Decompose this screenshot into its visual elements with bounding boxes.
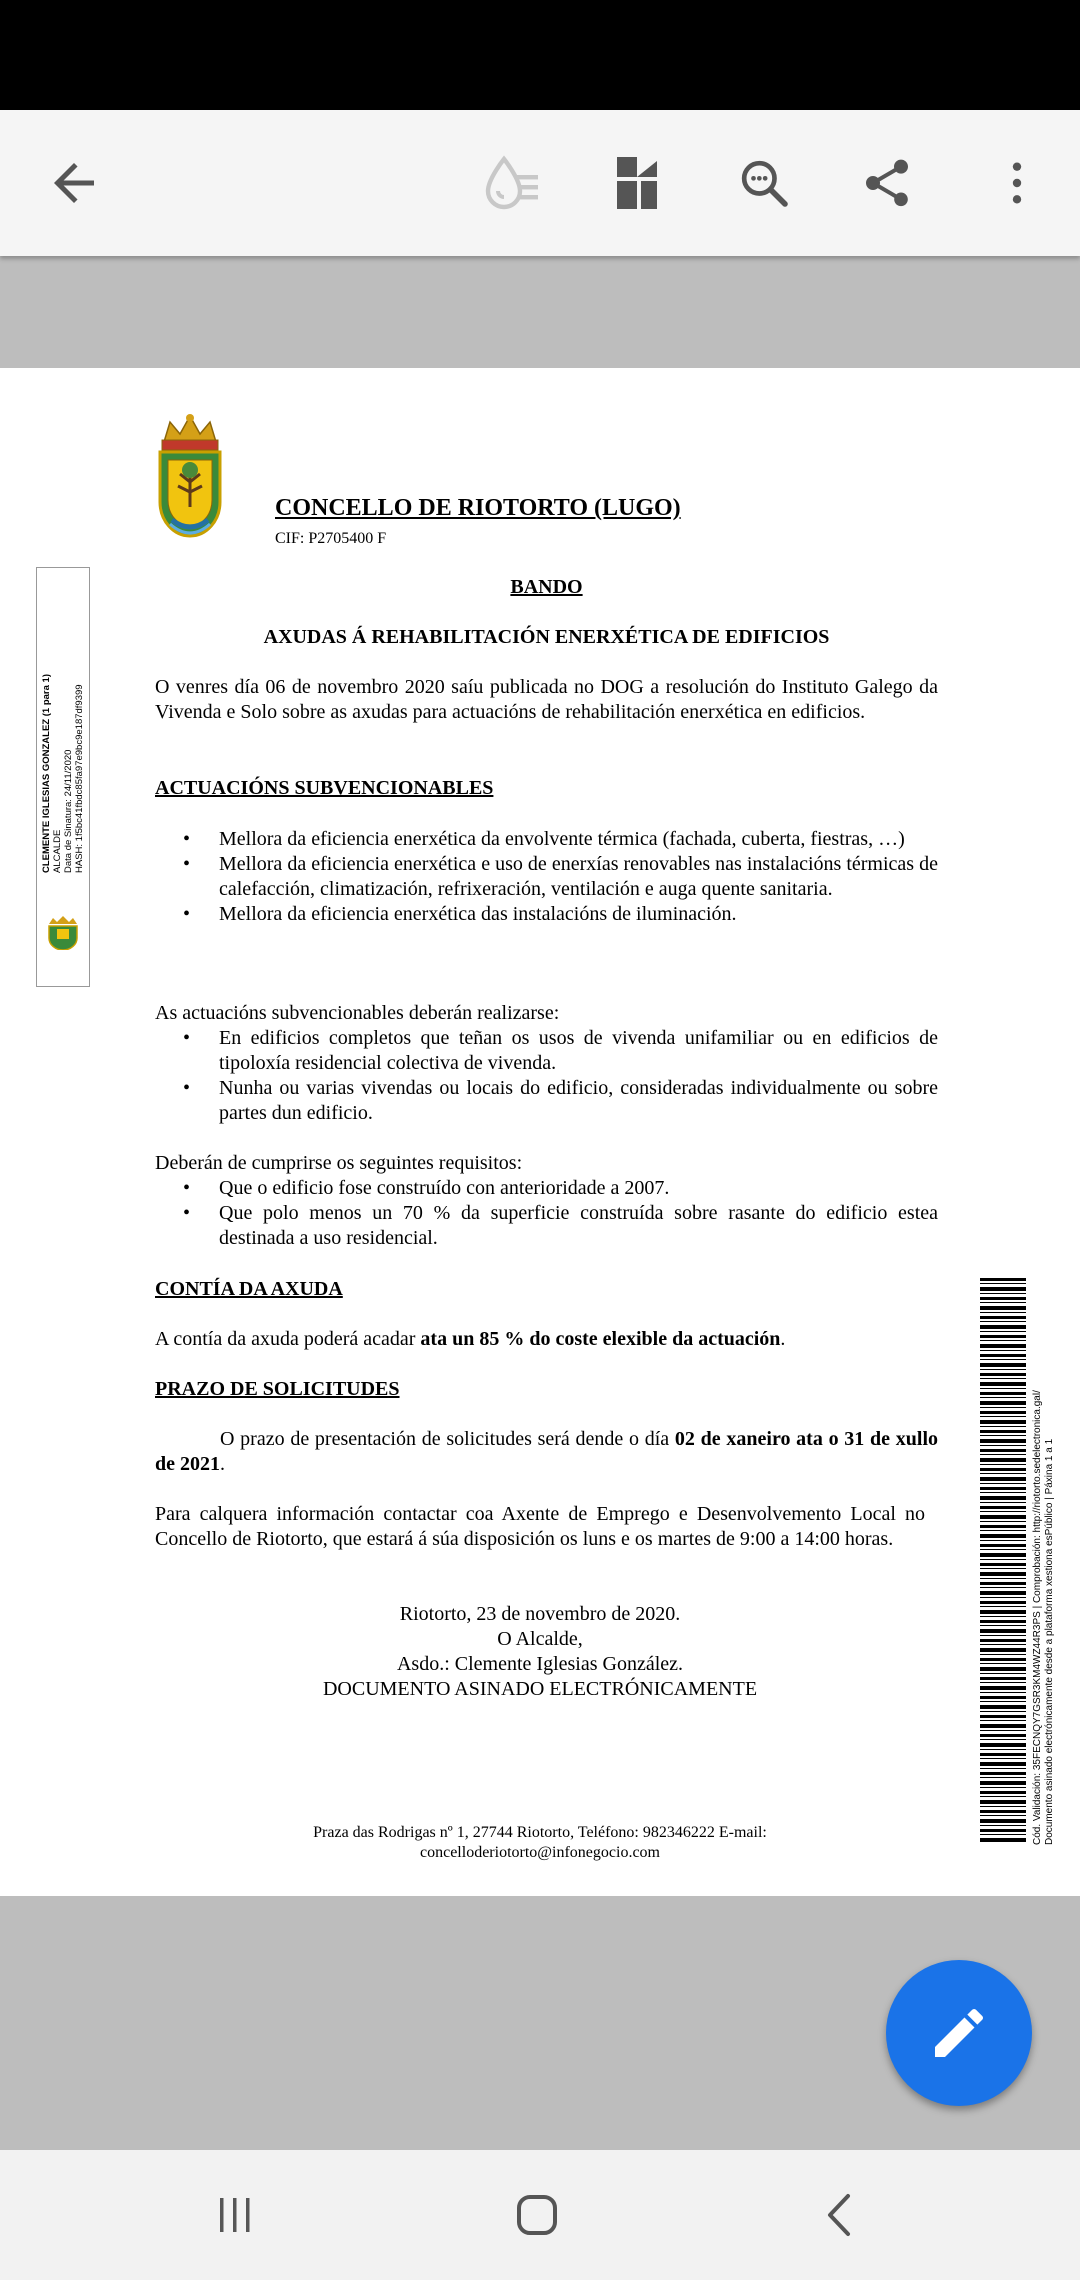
recent-apps-button[interactable] [190,2175,280,2255]
stamp-text [41,573,85,873]
header-cif: CIF: P2705400 F [275,530,387,547]
home-button[interactable] [492,2175,582,2255]
deadline-prefix: O prazo de presentación de solicitudes será dende o día [220,1428,675,1450]
requirements-list [155,1176,938,1251]
amount-prefix: A contía da axuda poderá acadar [155,1328,421,1350]
signature-stamp [36,567,90,987]
bando-heading: BANDO [510,576,583,598]
share-icon [859,155,915,211]
more-vert-icon [989,155,1045,211]
section-title-contia: CONTÍA DA AXUDA [155,1278,343,1300]
signature-block [155,1602,925,1702]
validation-line-2: Documento asinado electrónicamente desde a plataforma xestiona esPúblico | Páxina 1 a 1 [1044,1438,1055,1845]
list-item: • Mellora da eficiencia enerxética das instalacións de iluminación. [155,902,938,927]
system-nav-bar [0,2150,1080,2280]
pdf-page[interactable] [0,368,1080,1896]
validation-text [1032,1390,1056,1845]
page-layout-button[interactable] [597,143,677,223]
validation-line-1: Cód. Validación: 35FECNQY7GSR3KM4WZ44R3PS | Comprobación: http://riotorto.sedelectronica.gal/ [1032,1390,1043,1845]
stamp-role: ALCALDE [52,829,63,873]
section-title-prazo: PRAZO DE SOLICITUDES [155,1378,400,1400]
validation-barcode [980,1278,1026,1843]
section-title-actuacions: ACTUACIÓNS SUBVENCIONABLES [155,777,494,799]
list-item: • En edificios completos que teñan os usos de vivenda unifamiliar ou en edificios de tipoloxía residencial colectiva de vivenda. [155,1026,938,1076]
signature-place-date: Riotorto, 23 de novembro de 2020. [399,1603,681,1625]
deadline-paragraph [155,1427,938,1477]
status-bar [0,0,1080,110]
nav-back-button[interactable] [796,2175,886,2255]
signature-role: O Alcalde, [497,1628,583,1650]
edit-fab[interactable] [886,1960,1032,2106]
top-toolbar [0,110,1080,256]
stamp-signer: CLEMENTE IGLESIAS GONZALEZ (1 para 1) [41,674,52,873]
deadline-highlight: 02 de xaneiro ata o 31 de xullo de 2021 [155,1428,939,1475]
recent-apps-icon [210,2190,260,2240]
amount-suffix: . [780,1328,786,1350]
more-options-button[interactable] [977,143,1057,223]
list-item: • Que polo menos un 70 % da superficie construída sobre rasante do edificio estea destinada a uso residencial. [155,1201,938,1251]
actuacions-list [155,827,938,927]
realize-list [155,1026,938,1126]
requirements-intro: Deberán de cumprirse os seguintes requisitos: [155,1152,523,1174]
stamp-date: Data de Sinatura: 24/11/2020 [63,749,74,873]
page-footer [155,1823,925,1863]
page-layout-icon [609,153,665,213]
share-button[interactable] [847,143,927,223]
contact-paragraph: Para calquera información contactar coa Axente de Emprego e Desenvolvemento Local no Concello de Riotorto, que estará á súa disposición os luns e os martes de 9:00 a 14:00 horas. [155,1503,925,1550]
coat-of-arms-logo [150,412,230,552]
amount-paragraph [155,1327,938,1352]
header-title: CONCELLO DE RIOTORTO (LUGO) [275,495,681,521]
deadline-suffix: . [220,1453,225,1475]
home-icon [512,2190,562,2240]
search-button[interactable] [724,143,804,223]
list-item: • Mellora da eficiencia enerxética e uso de enerxías renovables nas instalacións térmicas de calefacción, climatización, refrixeración, ventilación e auga quente sanitaria. [155,852,938,902]
list-item: • Nunha ou varias vivendas ou locais do edificio, consideradas individualmente ou sobre partes dun edificio. [155,1076,938,1126]
intro-paragraph: O venres día 06 de novembro 2020 saíu publicada no DOG a resolución do Instituto Galego da Vivenda e Solo sobre as axudas para actuacións de rehabilitación enerxética en edificios. [155,676,938,723]
search-icon [736,155,792,211]
footer-address: Praza das Rodrigas nº 1, 27744 Riotorto, Teléfono: 982346222 E-mail: [313,1824,767,1841]
footer-email: concelloderiotorto@infonegocio.com [420,1844,660,1861]
ink-drop-button[interactable] [472,143,552,223]
list-item: • Mellora da eficiencia enerxética da envolvente térmica (fachada, cuberta, fiestras, …) [155,827,938,852]
arrow-back-icon [44,153,104,213]
signature-name: Asdo.: Clemente Iglesias González. [396,1653,684,1675]
subject-heading: AXUDAS Á REHABILITACIÓN ENERXÉTICA DE EDIFICIOS [263,626,830,648]
ink-drop-icon [480,151,544,215]
signature-note: DOCUMENTO ASINADO ELECTRÓNICAMENTE [322,1678,758,1700]
amount-highlight: ata un 85 % do coste elexible da actuación [420,1328,781,1350]
list-item: • Que o edificio fose construído con anterioridade a 2007. [155,1176,938,1201]
back-icon [816,2190,866,2240]
viewer-backdrop [0,256,1080,368]
edit-pencil-icon [927,2001,991,2065]
stamp-hash: HASH: 1f5bc41fbdc85fa97e9bc9e187df9399 [74,684,85,873]
stamp-logo [43,916,83,950]
back-button[interactable] [34,143,114,223]
realize-intro: As actuacións subvencionables deberán realizarse: [155,1002,560,1024]
